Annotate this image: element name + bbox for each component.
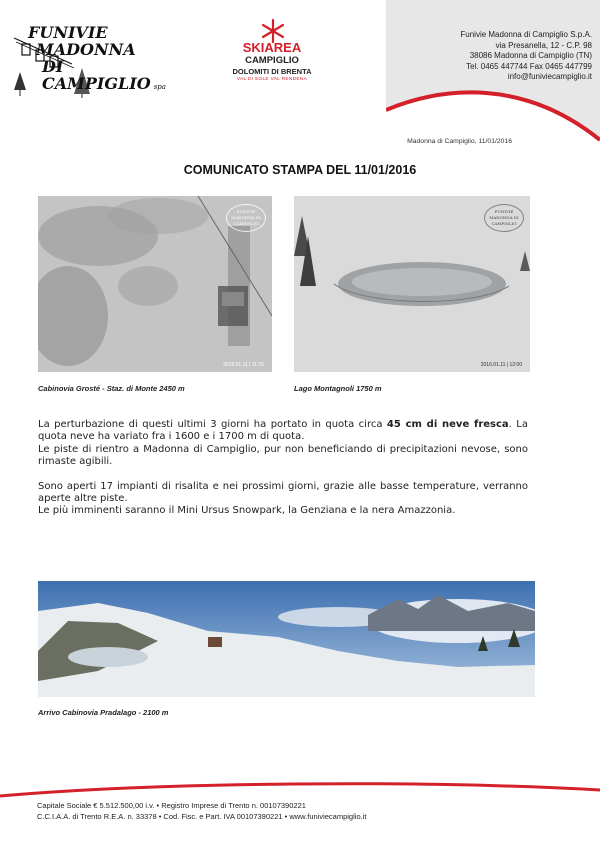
photo1-caption: Cabinovia Grosté - Staz. di Monte 2450 m (38, 384, 185, 393)
date-line: Madonna di Campiglio, 11/01/2016 (407, 138, 512, 145)
panorama-image (38, 581, 535, 697)
funivie-logo (12, 20, 182, 100)
company-address: via Presanella, 12 - C.P. 98 (495, 40, 592, 50)
paragraph-slopes: Le piste di rientro a Madonna di Campiglio, pur non beneficiando di precipitazioni nevose, sono rimaste agibili. (38, 443, 528, 468)
company-name: Funivie Madonna di Campiglio S.p.A. (460, 30, 592, 39)
logo-suffix: spa (153, 83, 166, 91)
photo-pradalago (38, 581, 535, 697)
paragraph-lifts: Sono aperti 17 impianti di risalita e nei prossimi giorni, grazie alle basse temperature, verranno aperte altre piste. (38, 480, 528, 505)
photo2-watermark: FUNIVIE MADONNA DI CAMPIGLIO (484, 204, 524, 232)
footer-line2: C.C.I.A.A. di Trento R.E.A. n. 33378 • Cod. Fisc. e Part. IVA 00107390221 • www.funiviecampiglio.it (37, 812, 367, 821)
logo-line2: MADONNA (36, 40, 136, 59)
company-city: 38086 Madonna di Campiglio (TN) (469, 51, 592, 60)
skiarea-logo (222, 16, 322, 94)
photo-montagnoli (294, 196, 530, 372)
skiarea-campiglio: CAMPIGLIO (245, 55, 299, 66)
paragraph-snowfall-c: . La quota neve ha variato fra i 1600 e i 1700 m di quota. (38, 419, 528, 443)
snowflake-icon (260, 18, 286, 44)
paragraph-snowfall (38, 419, 528, 444)
footer (37, 800, 497, 822)
footer-line1: Capitale Sociale € 5.512.500,00 i.v. • Registro Imprese di Trento n. 00107390221 (37, 801, 306, 810)
skiarea-valli: VAL DI SOLE VAL RENDENA (236, 77, 308, 82)
photo2-timestamp: 2016.01.11 | 12:00 (480, 362, 522, 368)
photo1-watermark: FUNIVIE MADONNA DI CAMPIGLIO (226, 204, 266, 232)
snow-amount-highlight: 45 cm di neve fresca (386, 419, 509, 430)
company-info (392, 30, 592, 83)
photo3-caption: Arrivo Cabinovia Pradalago - 2100 m (38, 708, 169, 717)
company-email[interactable]: info@funiviecampiglio.it (507, 72, 592, 81)
skiarea-dolomiti: DOLOMITI DI BRENTA (232, 67, 312, 76)
paragraph-snowfall-a: La perturbazione di questi ultimi 3 giorni ha portato in quota circa (38, 419, 387, 430)
paragraph-upcoming: Le più imminenti saranno il Mini Ursus Snowpark, la Genziana e la nera Amazzonia. (38, 505, 456, 517)
skiarea-title: SKIAREA (242, 40, 302, 55)
logo-line3: DI CAMPIGLIO (42, 57, 151, 93)
logo-line1: FUNIVIE (28, 23, 108, 42)
company-phone: Tel. 0465 447744 Fax 0465 447799 (466, 61, 592, 71)
photo-groste (38, 196, 272, 372)
photo1-timestamp: 2016.01.11 | 11:25 (223, 362, 264, 368)
photo2-caption: Lago Montagnoli 1750 m (294, 384, 382, 393)
page-title: COMUNICATO STAMPA DEL 11/01/2016 (183, 163, 417, 177)
press-release-body (38, 419, 528, 518)
